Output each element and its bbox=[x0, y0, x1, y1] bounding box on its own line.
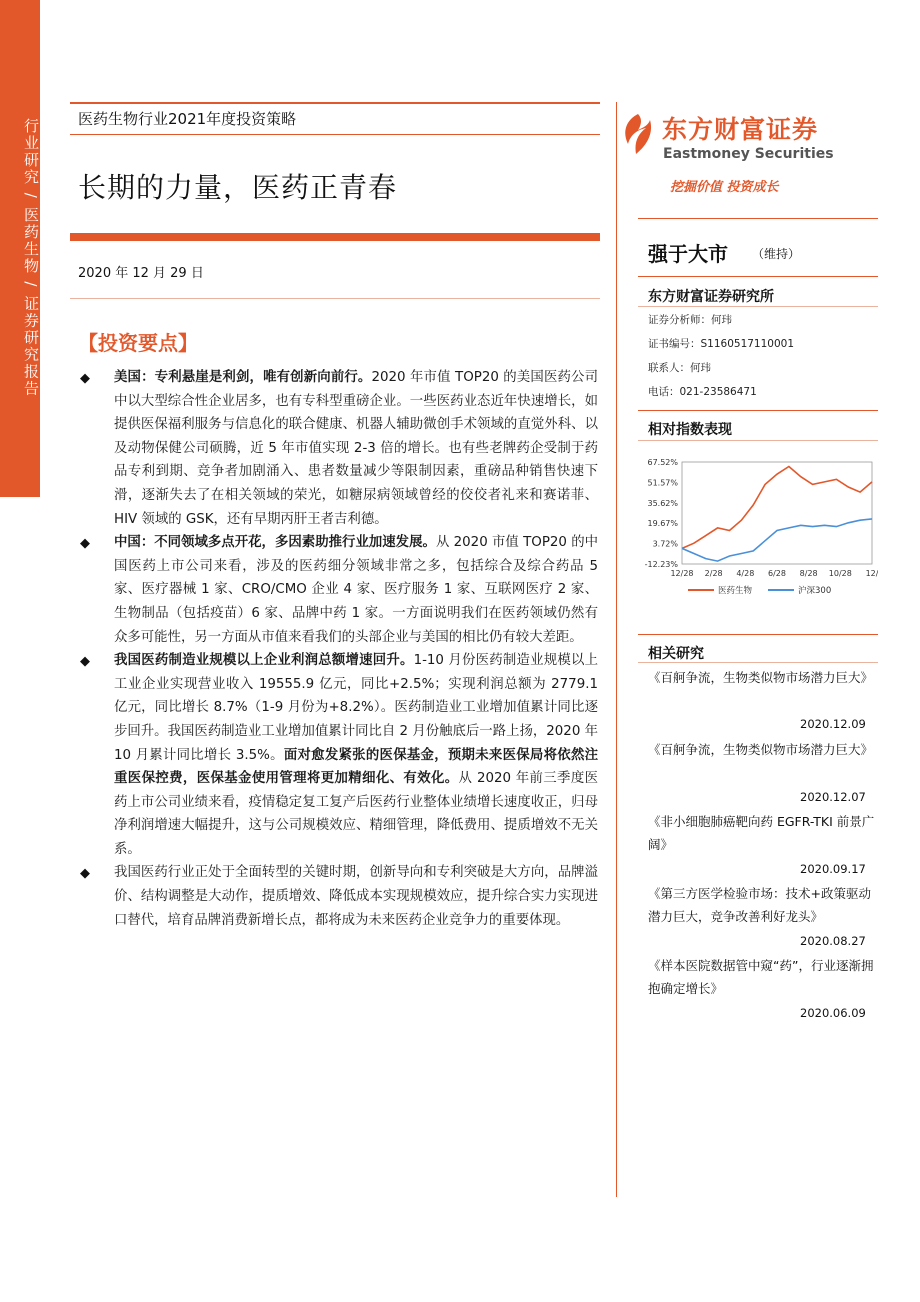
report-type: 医药生物行业2021年度投资策略 bbox=[78, 110, 297, 128]
bullet-lead: 中国：不同领域多点开花，多因素助推行业加速发展。 bbox=[114, 535, 436, 551]
diamond-icon: ◆ bbox=[80, 536, 90, 552]
performance-title: 相对指数表现 bbox=[648, 422, 732, 438]
title-bar bbox=[70, 233, 600, 241]
right-rule bbox=[638, 276, 878, 277]
header-top-rule bbox=[70, 102, 600, 104]
rating: 强于大市 bbox=[648, 242, 728, 266]
date-separator bbox=[70, 298, 600, 299]
report-date: 2020 年 12 月 29 日 bbox=[78, 266, 204, 281]
bullet-lead: 我国医药制造业规模以上企业利润总额增速回升。 bbox=[114, 653, 414, 669]
logo-cn: 东方财富证券 bbox=[662, 115, 819, 144]
x-tick-label: 12/ bbox=[865, 569, 878, 578]
right-rule bbox=[638, 218, 878, 219]
related-link-5[interactable]: 《样本医院数据管中窥“药”，行业逐渐拥抱确定增长》 bbox=[648, 958, 874, 996]
bullet-text-2: 从 2020 年前三季度医药上市公司业绩来看，疫情稳定复工复产后医药行业整体业绩增长速度收正，归母净利润增速大幅提升，这与公司规模效应、精细管理，降低费用、提质增效不无关系。 bbox=[114, 771, 599, 857]
page-title: 长期的力量，医药正青春 bbox=[78, 171, 398, 204]
x-tick-label: 8/28 bbox=[799, 569, 818, 578]
x-tick-label: 10/28 bbox=[828, 569, 852, 578]
investment-points bbox=[78, 366, 598, 932]
y-tick-label: 51.57% bbox=[647, 478, 678, 488]
right-rule bbox=[638, 634, 878, 635]
related-date-4: 2020.08.27 bbox=[800, 934, 866, 948]
bullet-transition bbox=[78, 861, 598, 932]
y-tick-label: 67.52% bbox=[647, 458, 678, 467]
bullet-text: 从 2020 市值 TOP20 的中国医药上市公司来看，涉及的医药细分领域非常之多，包括综合及综合药品 5 家、医疗器械 1 家、CRO/CMO 企业 4 家、医疗服务 1 家、互联网医疗 2 家、生物制品（包括疫苗）6 家、品牌中药 1 家。一方面说明我们在医药领域仍然有众多可能性，另一方面从市值来看我们的头部企业与美国的相比仍有较大差距。 bbox=[114, 535, 599, 645]
analyst: 证券分析师：何玮 bbox=[648, 314, 732, 326]
right-rule-thin bbox=[638, 662, 878, 663]
y-tick-label: 35.62% bbox=[647, 498, 678, 508]
bullet-china bbox=[78, 531, 598, 649]
x-tick-label: 12/28 bbox=[670, 569, 694, 578]
bullet-text: 2020 年市值 TOP20 的美国医药公司中以大型综合性企业居多，也有专科型重磅企业。一些医药业态近年快速增长，如提供医保福利服务与信息化的联合健康、机器人辅助微创手术领域的直觉外科、以及动物保健公司硕腾，近 5 年市值实现 2-3 倍的增长。也有些老牌药企受制于药品专利到期、竞争者加剧涌入、患者数量减少等限制因素，重磅品种销售快速下滑，逐渐失去了在相关领域的荣光，如糖尿病领域曾经的佼佼者礼来和赛诺菲、HIV 领域的 GSK，还有早期丙肝王者吉利德。 bbox=[114, 370, 599, 527]
bullet-text: 1-10 月份医药制造业规模以上工业企业实现营业收入 19555.9 亿元，同比+2.5%；实现利润总额为 2779.1 亿元，同比增长 8.7%（1-9 月份为+8.2%）。医药制造业工业增加值累计同比逐步回升。我国医药制造业工业增加值累计同比自 2 月份触底后一路上扬，2020 年 10 月累计同比增长 3.5%。 bbox=[114, 653, 598, 763]
x-tick-label: 2/28 bbox=[704, 569, 723, 578]
y-tick-label: 19.67% bbox=[647, 519, 678, 529]
related-date-1: 2020.12.09 bbox=[800, 717, 866, 731]
y-tick-label: -12.23% bbox=[644, 560, 678, 569]
phone: 电话：021-23586471 bbox=[648, 386, 757, 398]
related-date-2: 2020.12.07 bbox=[800, 790, 866, 804]
right-rule-thin bbox=[638, 440, 878, 441]
legend-label: 医药生物 bbox=[718, 586, 753, 596]
related-link-2[interactable]: 《百舸争流，生物类似物市场潜力巨大》 bbox=[648, 742, 874, 757]
cert-number: 证书编号：S1160517110001 bbox=[648, 338, 795, 350]
right-rule-thin bbox=[638, 306, 878, 307]
slogan: 挖掘价值 投资成长 bbox=[670, 180, 779, 195]
x-tick-label: 4/28 bbox=[736, 569, 755, 578]
series-line-1 bbox=[682, 467, 872, 549]
related-link-3[interactable]: 《非小细胞肺癌靶向药 EGFR-TKI 前景广阔》 bbox=[648, 814, 875, 852]
bullet-us bbox=[78, 366, 598, 531]
side-band-label: 行业研究 / 医药生物 / 证券研究报告 bbox=[22, 118, 40, 398]
related-date-5: 2020.06.09 bbox=[800, 1006, 866, 1020]
institute-name: 东方财富证券研究所 bbox=[648, 289, 774, 305]
logo-en: Eastmoney Securities bbox=[663, 146, 834, 162]
diamond-icon: ◆ bbox=[80, 654, 90, 670]
diamond-icon: ◆ bbox=[80, 371, 90, 386]
header-sub-rule bbox=[70, 134, 600, 135]
series-line-2 bbox=[682, 519, 872, 561]
bullet-lead-2: 面对愈发紧张的医保基金，预期未来医保局将依然注重医保控费，医保基金使用管理将更加精细化、有效化。 bbox=[114, 747, 599, 787]
column-divider bbox=[616, 102, 617, 1197]
rating-status: （维持） bbox=[752, 247, 801, 261]
bullet-lead: 美国：专利悬崖是利剑，唯有创新向前行。 bbox=[114, 370, 372, 385]
related-link-4[interactable]: 《第三方医学检验市场：技术+政策驱动潜力巨大，竞争改善利好龙头》 bbox=[648, 886, 871, 924]
chart-plot-area bbox=[682, 462, 872, 564]
diamond-icon: ◆ bbox=[80, 866, 90, 882]
related-link-1[interactable]: 《百舸争流，生物类似物市场潜力巨大》 bbox=[648, 670, 874, 685]
bullet-manufacturing bbox=[78, 649, 598, 861]
contact: 联系人：何玮 bbox=[648, 362, 711, 374]
legend-label: 沪深300 bbox=[798, 586, 832, 596]
eastmoney-logo-icon bbox=[620, 112, 656, 156]
bullet-text: 我国医药行业正处于全面转型的关键时期，创新导向和专利突破是大方向，品牌溢价、结构调整是大动作，提质增效、降低成本实现规模效应，提升综合实力实现进口替代，培育品牌消费新增长点，都将成为未来医药企业竞争力的重要体现。 bbox=[114, 865, 598, 928]
related-date-3: 2020.09.17 bbox=[800, 862, 866, 876]
related-title: 相关研究 bbox=[648, 646, 704, 662]
section-title: 【投资要点】 bbox=[78, 331, 198, 355]
relative-index-chart bbox=[640, 452, 878, 604]
x-tick-label: 6/28 bbox=[768, 569, 786, 578]
y-tick-label: 3.72% bbox=[652, 539, 678, 549]
right-rule bbox=[638, 410, 878, 411]
